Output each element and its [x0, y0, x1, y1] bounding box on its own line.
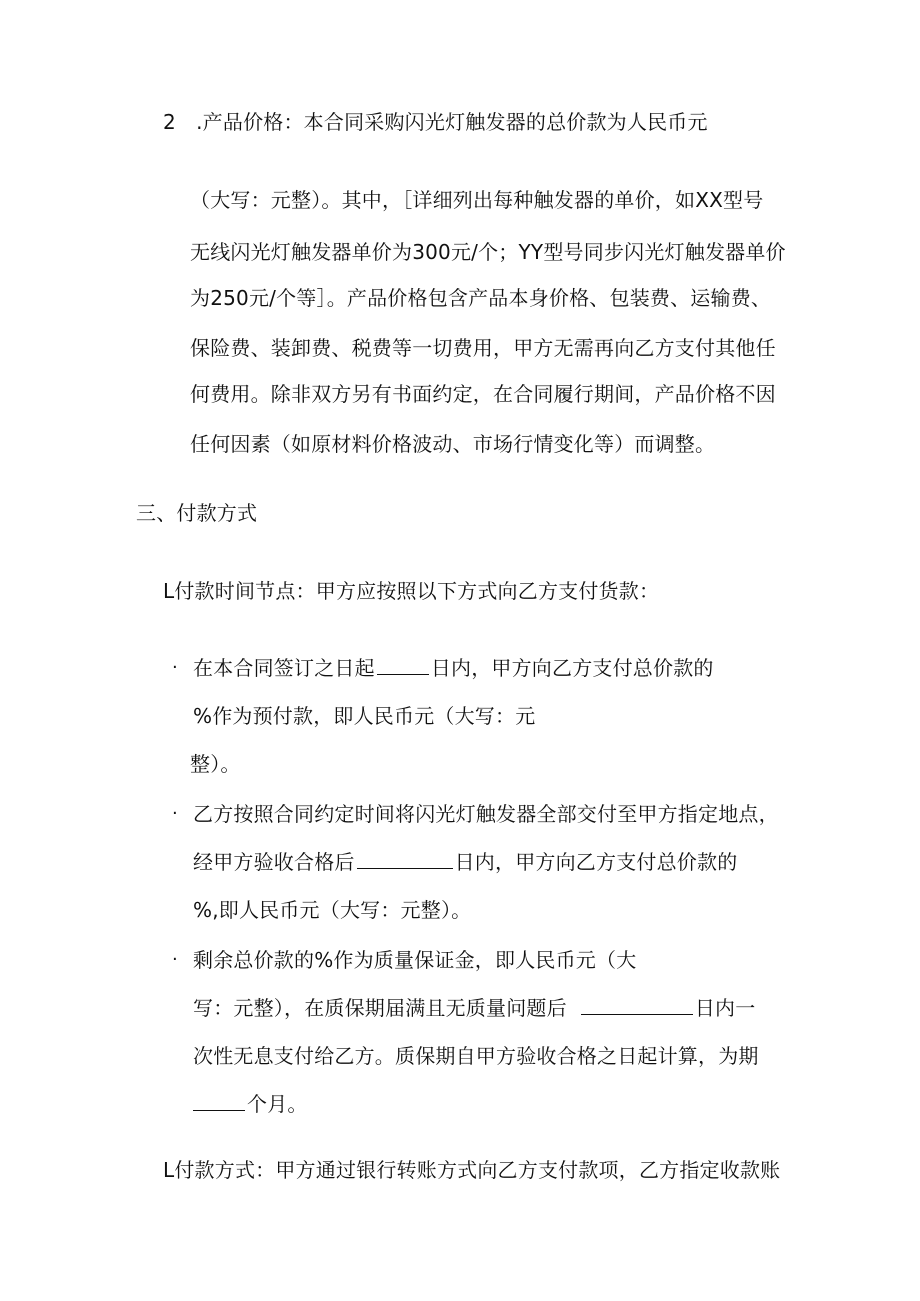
bullet3-text-months: 个月。 — [247, 1092, 308, 1116]
bullet1-line-2: %作为预付款，即人民币元（大写：元 — [193, 704, 536, 728]
bullet1-text-b: 日内，甲方向乙方支付总价款的 — [430, 656, 714, 680]
bullet2-line-2 — [193, 848, 737, 876]
bullet3-text-b: 日内一 — [694, 996, 756, 1020]
price-line-1: 2 .产品价格：本合同采购闪光灯触发器的总价款为人民币元 — [163, 110, 708, 134]
bullet3-text-a: 写：元整），在质保期届满且无质量问题后 — [193, 996, 567, 1020]
bullet2-text-a: 经甲方验收合格后 — [193, 850, 355, 874]
price-line-7: 任何因素（如原材料价格波动、市场行情变化等）而调整。 — [190, 432, 716, 456]
payment-timing-paragraph: L付款时间节点：甲方应按照以下方式向乙方支付货款： — [163, 579, 660, 603]
bullet3-line-4 — [193, 1090, 308, 1118]
bullet-marker: · — [172, 657, 178, 678]
price-line-6: 何费用。除非双方另有书面约定，在合同履行期间，产品价格不因 — [190, 382, 776, 406]
bullet3-line-2 — [193, 994, 755, 1022]
bullet2-text-b: 日内，甲方向乙方支付总价款的 — [454, 850, 738, 874]
bullet-marker: · — [172, 949, 178, 970]
price-line-5: 保险费、装卸费、税费等一切费用，甲方无需再向乙方支付其他任 — [190, 336, 776, 360]
bullet3-line-3: 次性无息支付给乙方。质保期自甲方验收合格之日起计算，为期 — [193, 1044, 759, 1068]
bullet3-line-1: 剩余总价款的%作为质量保证金，即人民币元（大 — [193, 948, 637, 972]
bullet-marker: · — [172, 803, 178, 824]
bullet1-line-3: 整）。 — [190, 752, 241, 776]
bullet2-line-3: %,即人民币元（大写：元整）。 — [193, 898, 472, 922]
bullet1-line-1 — [193, 654, 714, 682]
section-heading: 三、付款方式 — [136, 501, 258, 525]
price-line-3: 无线闪光灯触发器单价为300元/个；YY型号同步闪光灯触发器单价 — [190, 240, 786, 264]
bullet1-text-a: 在本合同签订之日起 — [193, 656, 375, 680]
blank-days — [357, 850, 453, 869]
blank-days — [581, 996, 693, 1015]
bullet2-line-1: 乙方按照合同约定时间将闪光灯触发器全部交付至甲方指定地点， — [193, 802, 779, 826]
price-line-4: 为250元/个等］。产品价格包含产品本身价格、包装费、运输费、 — [190, 286, 772, 310]
price-line-2: （大写：元整）。其中，［详细列出每种触发器的单价，如XX型号 — [190, 188, 764, 212]
blank-months — [193, 1092, 245, 1111]
blank-days — [377, 656, 429, 675]
payment-method-paragraph: L付款方式：甲方通过银行转账方式向乙方支付款项，乙方指定收款账 — [163, 1158, 781, 1182]
